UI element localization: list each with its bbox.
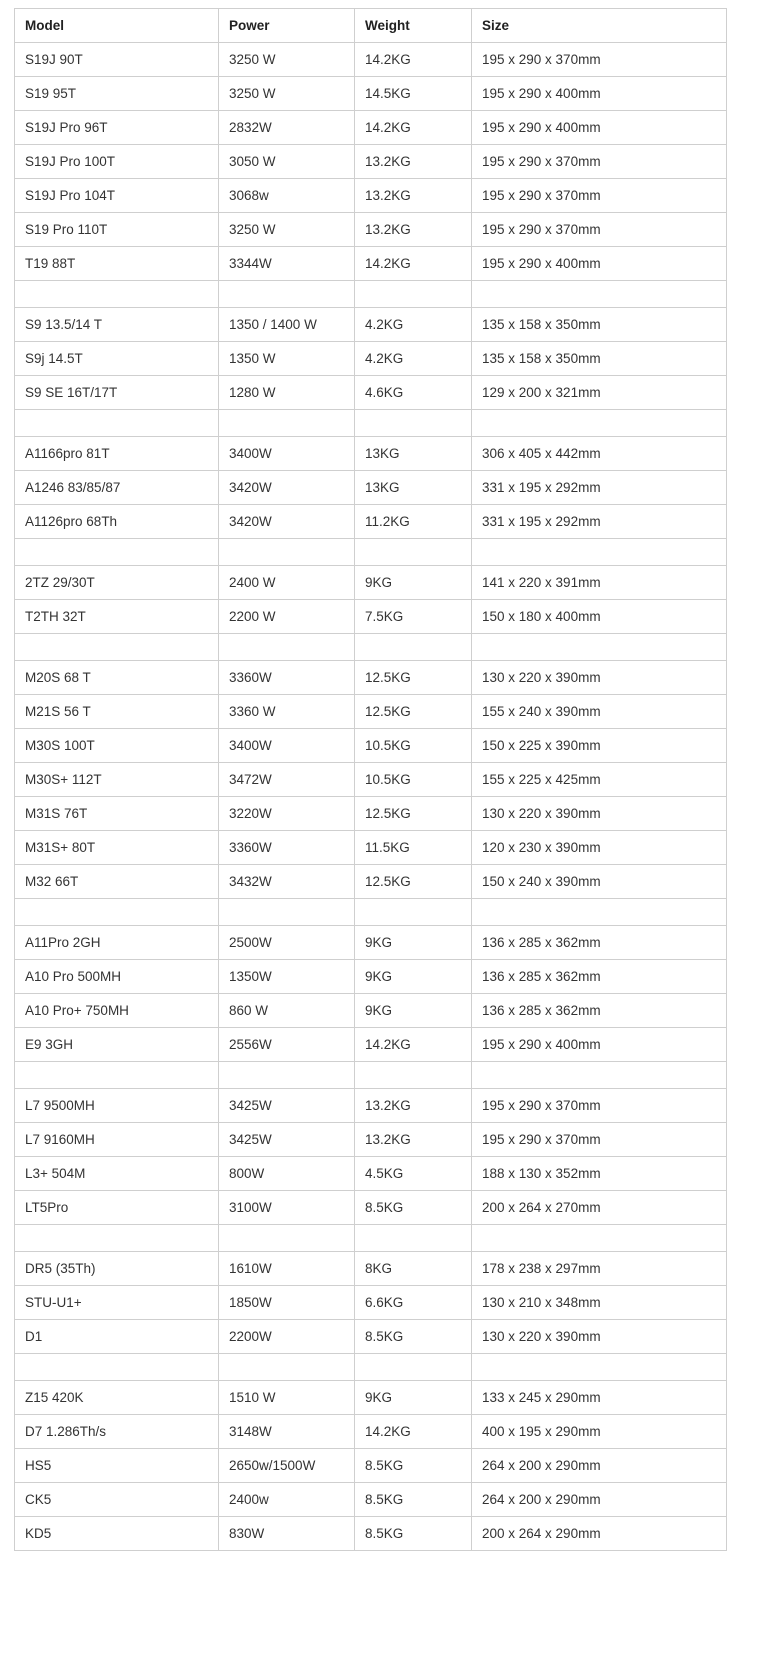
separator-row: [15, 539, 727, 566]
table-row: [15, 1381, 727, 1415]
cell-weight: 9KG: [355, 994, 472, 1028]
cell-power: 3250 W: [219, 43, 355, 77]
cell-power: 2500W: [219, 926, 355, 960]
cell-weight: [355, 539, 472, 566]
table-row: [15, 1449, 727, 1483]
cell-size: 129 x 200 x 321mm: [472, 376, 727, 410]
cell-power: [219, 634, 355, 661]
cell-model: LT5Pro: [15, 1191, 219, 1225]
table-row: [15, 1089, 727, 1123]
cell-size: 130 x 220 x 390mm: [472, 661, 727, 695]
cell-model: [15, 634, 219, 661]
cell-power: 2400 W: [219, 566, 355, 600]
cell-weight: 14.2KG: [355, 1415, 472, 1449]
cell-size: 331 x 195 x 292mm: [472, 471, 727, 505]
cell-weight: 4.5KG: [355, 1157, 472, 1191]
cell-size: 136 x 285 x 362mm: [472, 994, 727, 1028]
cell-model: L7 9160MH: [15, 1123, 219, 1157]
cell-power: 3425W: [219, 1089, 355, 1123]
cell-size: 133 x 245 x 290mm: [472, 1381, 727, 1415]
header-power: Power: [219, 9, 355, 43]
cell-model: M30S 100T: [15, 729, 219, 763]
table-row: [15, 111, 727, 145]
cell-size: 130 x 210 x 348mm: [472, 1286, 727, 1320]
cell-power: 3250 W: [219, 213, 355, 247]
cell-size: 136 x 285 x 362mm: [472, 960, 727, 994]
cell-size: 195 x 290 x 370mm: [472, 43, 727, 77]
miner-specs-table: [14, 8, 727, 1551]
cell-weight: 4.2KG: [355, 342, 472, 376]
cell-weight: 6.6KG: [355, 1286, 472, 1320]
cell-model: S19J Pro 104T: [15, 179, 219, 213]
cell-model: L3+ 504M: [15, 1157, 219, 1191]
cell-power: 3148W: [219, 1415, 355, 1449]
cell-power: 2650w/1500W: [219, 1449, 355, 1483]
separator-row: [15, 410, 727, 437]
cell-model: M21S 56 T: [15, 695, 219, 729]
cell-weight: 14.2KG: [355, 247, 472, 281]
cell-power: 2400w: [219, 1483, 355, 1517]
cell-power: 1350 / 1400 W: [219, 308, 355, 342]
cell-model: A1246 83/85/87: [15, 471, 219, 505]
cell-model: [15, 1062, 219, 1089]
table-body: [15, 43, 727, 1551]
cell-weight: 9KG: [355, 566, 472, 600]
cell-power: [219, 1062, 355, 1089]
cell-size: [472, 281, 727, 308]
table-row: [15, 994, 727, 1028]
cell-weight: 8.5KG: [355, 1191, 472, 1225]
table-row: [15, 729, 727, 763]
cell-weight: 9KG: [355, 926, 472, 960]
table-row: [15, 145, 727, 179]
miner-specs-table-container: [14, 8, 726, 1551]
cell-size: 200 x 264 x 270mm: [472, 1191, 727, 1225]
cell-power: [219, 410, 355, 437]
cell-size: [472, 899, 727, 926]
cell-power: 3360W: [219, 831, 355, 865]
cell-size: 400 x 195 x 290mm: [472, 1415, 727, 1449]
cell-model: A10 Pro+ 750MH: [15, 994, 219, 1028]
cell-model: [15, 410, 219, 437]
cell-model: HS5: [15, 1449, 219, 1483]
cell-size: 195 x 290 x 400mm: [472, 247, 727, 281]
cell-weight: 9KG: [355, 1381, 472, 1415]
cell-weight: [355, 410, 472, 437]
table-header: [15, 9, 727, 43]
cell-weight: 8.5KG: [355, 1320, 472, 1354]
cell-model: M30S+ 112T: [15, 763, 219, 797]
table-row: [15, 960, 727, 994]
table-row: [15, 1028, 727, 1062]
cell-power: 3425W: [219, 1123, 355, 1157]
cell-power: 3068w: [219, 179, 355, 213]
cell-size: 150 x 225 x 390mm: [472, 729, 727, 763]
cell-weight: 14.2KG: [355, 1028, 472, 1062]
cell-model: M32 66T: [15, 865, 219, 899]
cell-weight: 13KG: [355, 437, 472, 471]
table-row: [15, 376, 727, 410]
cell-model: [15, 1225, 219, 1252]
cell-power: 3420W: [219, 505, 355, 539]
cell-size: 264 x 200 x 290mm: [472, 1483, 727, 1517]
separator-row: [15, 1225, 727, 1252]
cell-size: 135 x 158 x 350mm: [472, 308, 727, 342]
table-row: [15, 308, 727, 342]
cell-size: 195 x 290 x 400mm: [472, 77, 727, 111]
cell-power: 3400W: [219, 729, 355, 763]
cell-power: 3360W: [219, 661, 355, 695]
cell-weight: 14.2KG: [355, 111, 472, 145]
cell-power: 2200W: [219, 1320, 355, 1354]
cell-size: 195 x 290 x 370mm: [472, 1089, 727, 1123]
cell-weight: 13KG: [355, 471, 472, 505]
cell-weight: 12.5KG: [355, 661, 472, 695]
cell-power: 3432W: [219, 865, 355, 899]
table-row: [15, 1415, 727, 1449]
cell-size: 150 x 180 x 400mm: [472, 600, 727, 634]
cell-weight: 14.2KG: [355, 43, 472, 77]
separator-row: [15, 899, 727, 926]
cell-power: 1350 W: [219, 342, 355, 376]
cell-power: [219, 1354, 355, 1381]
cell-weight: 13.2KG: [355, 145, 472, 179]
table-row: [15, 77, 727, 111]
header-row: [15, 9, 727, 43]
table-row: [15, 1191, 727, 1225]
cell-size: 195 x 290 x 400mm: [472, 1028, 727, 1062]
cell-size: 155 x 240 x 390mm: [472, 695, 727, 729]
cell-model: E9 3GH: [15, 1028, 219, 1062]
table-row: [15, 1157, 727, 1191]
table-row: [15, 831, 727, 865]
cell-weight: 13.2KG: [355, 1089, 472, 1123]
cell-model: [15, 899, 219, 926]
table-row: [15, 505, 727, 539]
cell-model: DR5 (35Th): [15, 1252, 219, 1286]
table-row: [15, 797, 727, 831]
table-row: [15, 1123, 727, 1157]
cell-model: Z15 420K: [15, 1381, 219, 1415]
cell-power: 2832W: [219, 111, 355, 145]
cell-weight: [355, 1062, 472, 1089]
cell-size: 178 x 238 x 297mm: [472, 1252, 727, 1286]
cell-size: 195 x 290 x 370mm: [472, 145, 727, 179]
table-row: [15, 1483, 727, 1517]
cell-weight: 13.2KG: [355, 213, 472, 247]
cell-power: 860 W: [219, 994, 355, 1028]
cell-power: 3220W: [219, 797, 355, 831]
cell-model: T2TH 32T: [15, 600, 219, 634]
cell-model: [15, 281, 219, 308]
cell-size: 130 x 220 x 390mm: [472, 797, 727, 831]
cell-weight: 14.5KG: [355, 77, 472, 111]
cell-weight: 7.5KG: [355, 600, 472, 634]
cell-size: 200 x 264 x 290mm: [472, 1517, 727, 1551]
cell-model: 2TZ 29/30T: [15, 566, 219, 600]
cell-weight: [355, 281, 472, 308]
cell-weight: 8KG: [355, 1252, 472, 1286]
header-model: Model: [15, 9, 219, 43]
cell-model: S19J Pro 100T: [15, 145, 219, 179]
cell-model: CK5: [15, 1483, 219, 1517]
separator-row: [15, 281, 727, 308]
cell-model: A1166pro 81T: [15, 437, 219, 471]
cell-weight: [355, 899, 472, 926]
cell-size: [472, 1225, 727, 1252]
cell-size: 331 x 195 x 292mm: [472, 505, 727, 539]
cell-size: 120 x 230 x 390mm: [472, 831, 727, 865]
cell-model: S9j 14.5T: [15, 342, 219, 376]
cell-power: 3344W: [219, 247, 355, 281]
table-row: [15, 695, 727, 729]
cell-size: 155 x 225 x 425mm: [472, 763, 727, 797]
table-row: [15, 342, 727, 376]
cell-size: 195 x 290 x 370mm: [472, 213, 727, 247]
cell-size: 135 x 158 x 350mm: [472, 342, 727, 376]
cell-weight: 12.5KG: [355, 695, 472, 729]
cell-size: [472, 1354, 727, 1381]
cell-model: M20S 68 T: [15, 661, 219, 695]
cell-size: [472, 410, 727, 437]
cell-model: S19J 90T: [15, 43, 219, 77]
cell-model: M31S 76T: [15, 797, 219, 831]
cell-model: A1126pro 68Th: [15, 505, 219, 539]
cell-size: [472, 1062, 727, 1089]
cell-power: 3472W: [219, 763, 355, 797]
cell-size: [472, 634, 727, 661]
cell-power: 1280 W: [219, 376, 355, 410]
table-row: [15, 471, 727, 505]
cell-model: D1: [15, 1320, 219, 1354]
cell-model: L7 9500MH: [15, 1089, 219, 1123]
cell-weight: [355, 1354, 472, 1381]
table-row: [15, 763, 727, 797]
cell-model: STU-U1+: [15, 1286, 219, 1320]
cell-size: 130 x 220 x 390mm: [472, 1320, 727, 1354]
cell-weight: [355, 1225, 472, 1252]
table-row: [15, 865, 727, 899]
cell-model: KD5: [15, 1517, 219, 1551]
cell-size: 141 x 220 x 391mm: [472, 566, 727, 600]
cell-power: 3050 W: [219, 145, 355, 179]
separator-row: [15, 634, 727, 661]
cell-model: S19 95T: [15, 77, 219, 111]
cell-weight: 8.5KG: [355, 1517, 472, 1551]
cell-weight: 4.2KG: [355, 308, 472, 342]
cell-weight: 8.5KG: [355, 1483, 472, 1517]
table-row: [15, 926, 727, 960]
cell-model: T19 88T: [15, 247, 219, 281]
cell-weight: 8.5KG: [355, 1449, 472, 1483]
cell-weight: 11.2KG: [355, 505, 472, 539]
cell-model: S19J Pro 96T: [15, 111, 219, 145]
cell-model: [15, 1354, 219, 1381]
cell-model: S9 SE 16T/17T: [15, 376, 219, 410]
cell-power: 3420W: [219, 471, 355, 505]
cell-weight: 10.5KG: [355, 763, 472, 797]
cell-power: 3250 W: [219, 77, 355, 111]
separator-row: [15, 1062, 727, 1089]
cell-power: 3360 W: [219, 695, 355, 729]
cell-weight: 11.5KG: [355, 831, 472, 865]
cell-power: [219, 539, 355, 566]
table-row: [15, 179, 727, 213]
cell-weight: 12.5KG: [355, 865, 472, 899]
cell-power: 800W: [219, 1157, 355, 1191]
header-weight: Weight: [355, 9, 472, 43]
table-row: [15, 661, 727, 695]
cell-power: [219, 1225, 355, 1252]
cell-model: D7 1.286Th/s: [15, 1415, 219, 1449]
cell-weight: 9KG: [355, 960, 472, 994]
cell-weight: 10.5KG: [355, 729, 472, 763]
cell-size: 195 x 290 x 370mm: [472, 179, 727, 213]
cell-power: 3100W: [219, 1191, 355, 1225]
cell-weight: 12.5KG: [355, 797, 472, 831]
table-row: [15, 566, 727, 600]
cell-size: 150 x 240 x 390mm: [472, 865, 727, 899]
cell-model: A10 Pro 500MH: [15, 960, 219, 994]
table-row: [15, 1286, 727, 1320]
cell-size: 306 x 405 x 442mm: [472, 437, 727, 471]
table-row: [15, 1320, 727, 1354]
cell-weight: 13.2KG: [355, 179, 472, 213]
cell-power: 1610W: [219, 1252, 355, 1286]
cell-power: [219, 899, 355, 926]
header-size: Size: [472, 9, 727, 43]
table-row: [15, 213, 727, 247]
cell-model: M31S+ 80T: [15, 831, 219, 865]
cell-power: 1850W: [219, 1286, 355, 1320]
cell-model: S19 Pro 110T: [15, 213, 219, 247]
cell-power: [219, 281, 355, 308]
cell-size: 264 x 200 x 290mm: [472, 1449, 727, 1483]
table-row: [15, 247, 727, 281]
table-row: [15, 1252, 727, 1286]
cell-power: 3400W: [219, 437, 355, 471]
cell-size: 188 x 130 x 352mm: [472, 1157, 727, 1191]
cell-size: 136 x 285 x 362mm: [472, 926, 727, 960]
cell-model: A11Pro 2GH: [15, 926, 219, 960]
cell-size: 195 x 290 x 370mm: [472, 1123, 727, 1157]
cell-power: 830W: [219, 1517, 355, 1551]
cell-weight: 4.6KG: [355, 376, 472, 410]
cell-weight: 13.2KG: [355, 1123, 472, 1157]
cell-power: 1510 W: [219, 1381, 355, 1415]
cell-power: 1350W: [219, 960, 355, 994]
table-row: [15, 437, 727, 471]
separator-row: [15, 1354, 727, 1381]
table-row: [15, 600, 727, 634]
cell-power: 2200 W: [219, 600, 355, 634]
cell-power: 2556W: [219, 1028, 355, 1062]
cell-size: 195 x 290 x 400mm: [472, 111, 727, 145]
cell-model: [15, 539, 219, 566]
table-row: [15, 1517, 727, 1551]
cell-model: S9 13.5/14 T: [15, 308, 219, 342]
cell-size: [472, 539, 727, 566]
table-row: [15, 43, 727, 77]
cell-weight: [355, 634, 472, 661]
